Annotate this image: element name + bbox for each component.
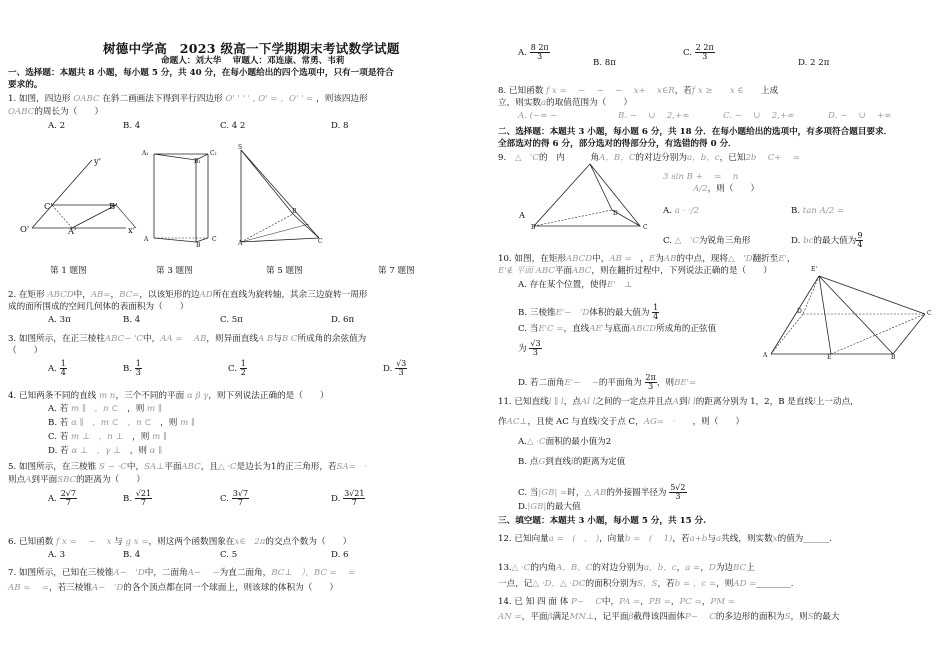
section1-heading-2: 要求的。 (8, 80, 43, 90)
q6-option-b[interactable]: B. 4 (123, 550, 141, 560)
q10-fig-label-e: E (827, 354, 832, 361)
q9-fig-label-c: C (643, 224, 648, 231)
figure-q9-tetrahedron (528, 160, 648, 230)
fig3-label-b: B (196, 242, 201, 249)
q11-option-c[interactable]: C. 当|GB| =时，△ AB的外接圆半径为 $\frac{5√2}{3}$ (518, 483, 686, 501)
q7-option-b[interactable]: B. 8π (593, 58, 616, 68)
q4-option-b[interactable]: B. 若 α ∥ ，m ⊂ ，n ⊂ ，则 m ∥ (48, 418, 195, 428)
q6-option-d[interactable]: D. 6 (331, 550, 349, 560)
q10-option-c-cont: 为 $\frac{√3}{3}$ (518, 339, 541, 357)
fig1-label-c: C' (44, 201, 53, 211)
q5-line: 5. 如图所示，在三棱锥 S − ·C中，SA⊥平面ABC，且△ ·C是边长为1的正三角形，若SA= · (8, 462, 368, 472)
q4-option-c[interactable]: C. 若 m ⊥ ，n ⊥ ，则 m ∥ (48, 432, 167, 442)
q1-line2: OABC的周长为（ ） (8, 107, 104, 117)
q10-option-b[interactable]: B. 三棱锥E'− 'D体积的最大值为 $\frac{1}{4}$ (518, 303, 659, 321)
fig3-label-b1: B₁ (194, 158, 201, 165)
q10-fig-label-e1: E' (811, 266, 818, 273)
q6-option-c[interactable]: C. 5 (220, 550, 238, 560)
fig3-label-a: A (144, 236, 149, 243)
q10-option-c[interactable]: C. 当E'C =，直线AE'与底面ABCD所成角的正弦值 (518, 324, 717, 334)
q9-line2: 3 sin B + = n (663, 172, 739, 182)
q11-option-a[interactable]: A.△ ·C面积的最小值为2 (518, 437, 612, 447)
q9-option-c[interactable]: C. △ 'C为锐角三角形 (663, 236, 751, 246)
section3-heading: 三、填空题：本题共 3 小题，每小题 5 分，共 15 分. (498, 516, 707, 526)
figure-1-parallelogram (28, 150, 148, 235)
q1-option-d[interactable]: D. 8 (331, 121, 349, 131)
q8-line: 8. 已知函数 f x = − − − x+ x∈R，若f x ≥ x ∈ 上成 (498, 86, 779, 96)
q4-option-a[interactable]: A. 若 m ∥ ，n ⊂ ，则 m ∥ (48, 404, 162, 414)
q10-fig-label-b: B (891, 354, 896, 361)
left-column (8, 0, 460, 671)
q11-option-b[interactable]: B. 点G到直线l的距离为定值 (518, 457, 626, 467)
fig5-label-c: C (318, 238, 323, 245)
fig1-label-o: O' (20, 224, 30, 234)
q13-line: 13.△ ·C的内角A，B，C的对边分别为a，b，c，a =，D为边BC上 (498, 563, 755, 573)
fig3-label-c: C (212, 236, 217, 243)
q7-option-c[interactable]: C. $\frac{2 2\pi}{3}$ (683, 43, 714, 61)
q2-option-a[interactable]: A. 3π (48, 315, 71, 325)
q9-option-d[interactable]: D. bc的最大值为 $\frac{9}{4}$ (791, 231, 863, 249)
section1-heading: 一、选择题：本题共 8 小题，每小题 5 分，共 40 分，在每小题给出的四个选项中，只有一项是符合 (8, 68, 394, 78)
q5-option-d[interactable]: D. $\frac{3√21}{7}$ (331, 489, 365, 507)
q9-option-a[interactable]: A. a · ·/2 (663, 206, 700, 216)
q1-option-a[interactable]: A. 2 (48, 121, 66, 131)
q5-option-b[interactable]: B. $\frac{√21}{7}$ (123, 489, 152, 507)
q6-option-a[interactable]: A. 3 (48, 550, 66, 560)
q5-option-c[interactable]: C. $\frac{3√7}{7}$ (220, 489, 249, 507)
q10-fig-label-d: D (797, 308, 802, 315)
q8-option-a[interactable]: A. (−∞ − (518, 111, 558, 121)
q9-line: 9. △ 'C的 内 角A，B，C的对边分别为a，b，c，已知2b C+ = (498, 153, 801, 163)
fig5-label-b: B (292, 208, 297, 215)
q3-line2: （ ） (8, 346, 43, 356)
exam-title: 树德中学高 2023 级高一下学期期末考试数学试题 (103, 41, 400, 56)
q9-fig-label-d: D (613, 210, 618, 217)
q3-option-d[interactable]: D. $\frac{√3}{3}$ (383, 359, 407, 377)
q3-option-a[interactable]: A. $\frac{1}{4}$ (48, 359, 66, 377)
caption-fig5: 第 5 题图 (266, 266, 303, 276)
q10-option-a[interactable]: A. 存在某个位置，使得E' ⊥ (518, 280, 633, 290)
q10-fig-label-c: C (927, 310, 932, 317)
q9-option-b[interactable]: B. tan A/2 = (791, 206, 845, 216)
fig5-label-a: A (238, 240, 243, 247)
q6-line: 6. 已知函数 f x = − x 与 g x =，则这两个函数图象在x∈ 2π的交点个数为（ ） (8, 537, 352, 547)
q5-line2: 则点A到平面SBC的距离为（ ） (8, 475, 145, 485)
q5-option-a[interactable]: A. $\frac{2√7}{7}$ (48, 489, 76, 507)
q8-option-d[interactable]: D. − ∪ +∞ (828, 111, 892, 121)
fig1-label-x: x' (128, 225, 136, 235)
q11-line: 11. 已知直线l ∥ l，点Al l之间的一定点并且点A到l l的距离分别为 1，2，B 是直线l上一动点， (498, 397, 859, 407)
q2-option-d[interactable]: D. 6π (331, 315, 355, 325)
caption-fig7: 第 7 题图 (378, 266, 415, 276)
fig3-label-c1: C₁ (210, 150, 217, 157)
q9-fig-label-b: B (531, 224, 536, 231)
q2-line: 2. 在矩形 ABCD中，AB=，BC=，以该矩形的边AD所在直线为旋转轴，其余三边旋转一周形 (8, 290, 368, 300)
fig5-label-s: S (238, 144, 243, 151)
q7-line2: AB = =，若三棱锥A− 'D的各个顶点都在同一个球面上，则该球的体积为（ ） (8, 583, 339, 593)
q1-line: 1. 如图，四边形 OABC 在斜二画画法下得到平行四边形 O' ' ' ' , O' = ，O' ' = ，则该四边形 (8, 94, 368, 104)
q2-option-c[interactable]: C. 5π (220, 315, 243, 325)
q12-line: 12. 已知向量a = ( , )，向量b = ( 1)，若a+b与a共线，则实数x的值为______. (498, 534, 832, 544)
right-column (493, 0, 938, 671)
caption-fig1: 第 1 题图 (50, 266, 87, 276)
q10-line2: E'∉ 平面 ABC平面ABC，则在翻折过程中，下列说法正确的是（ ） (498, 266, 772, 276)
q3-option-b[interactable]: B. $\frac{1}{3}$ (123, 359, 141, 377)
q10-option-d[interactable]: D. 若二面角E'− −的平面角为 $\frac{2\pi}{3}$ ，则BE'= (518, 373, 697, 391)
fig1-label-b: B' (109, 201, 118, 211)
q13-line2: 一点，记△ ·D，△ ·DC的面积分别为S，S，若b = ，c =，则AD =________. (498, 579, 794, 589)
caption-fig3: 第 3 题图 (156, 266, 193, 276)
q7-line: 7. 如图所示，已知在三棱锥A− 'D中，二面角A− −为直二面角，BC⊥ ），BC = = (8, 568, 356, 578)
q8-option-b[interactable]: B. − ∪ 2,+∞ (618, 111, 690, 121)
q7-option-a[interactable]: A. $\frac{8 2\pi}{3}$ (518, 43, 549, 61)
q8-option-c[interactable]: C. − ∪ 2,+∞ (723, 111, 795, 121)
q1-option-b[interactable]: B. 4 (123, 121, 141, 131)
figure-3-prism (148, 146, 228, 246)
exam-authors: 命题人：刘大华 审题人：邓连康、常勇、韦莉 (161, 56, 345, 66)
q3-option-c[interactable]: C. $\frac{1}{2}$ (228, 359, 246, 377)
fig1-label-y: y' (94, 156, 102, 166)
q9-fig-label-a: A (519, 210, 526, 220)
q10-line: 10. 如图，在矩形ABCD中，AB = ，E为AB的中点，现将△ 'D翻折至E'， (498, 254, 796, 264)
section2-heading-2: 全部选对的得 6 分，部分选对的得部分分，有选错的得 0 分． (498, 139, 737, 149)
fig1-label-a: A' (68, 226, 77, 236)
q7-option-d[interactable]: D. 2 2π (798, 58, 830, 68)
fig3-label-a1: A₁ (142, 150, 149, 157)
q1-option-c[interactable]: C. 4 2 (220, 121, 246, 131)
q4-option-d[interactable]: D. 若 α ⊥ ，γ ⊥ ，则 α ∥ (48, 446, 163, 456)
q10-fig-label-a: A (763, 352, 768, 359)
q14-line2: AN =，平面β满足MN⊥，记平面β截得该四面体P− C的多边形的面积为S，则S的最大 (498, 612, 840, 622)
q2-option-b[interactable]: B. 4 (123, 315, 141, 325)
q3-line: 3. 如图所示，在正三棱柱ABC− 'C中，AA = AB，则异面直线A B与B C所成角的余弦值为 (8, 334, 367, 344)
q9-line3: A/2，则（ ） (693, 184, 760, 194)
figure-q10-fold (763, 270, 933, 360)
q8-line2: 立，则实数a的取值范围为（ ） (498, 98, 633, 108)
q11-option-d[interactable]: D.|GB|的最大值 (518, 502, 581, 512)
q11-line2: 作AC⊥，且使 AC 与直线l交于点 C，AG= · ，则（ ） (498, 417, 745, 427)
figure-5-pyramid (233, 144, 328, 249)
q14-line: 14. 已 知 四 面 体 P− C中，PA =，PB =，PC =，PM = (498, 597, 735, 607)
q2-line2: 成的面所围成的空间几何体的表面积为（ ） (8, 302, 189, 312)
section2-heading: 二、选择题：本题共 3 小题，每小题 6 分，共 18 分．在每小题给出的选项中，有多项符合题目要求． (498, 127, 893, 137)
q4-line: 4. 已知两条不同的直线 m n，三个不同的平面 α β γ，则下列说法正确的是（ ） (8, 391, 329, 401)
